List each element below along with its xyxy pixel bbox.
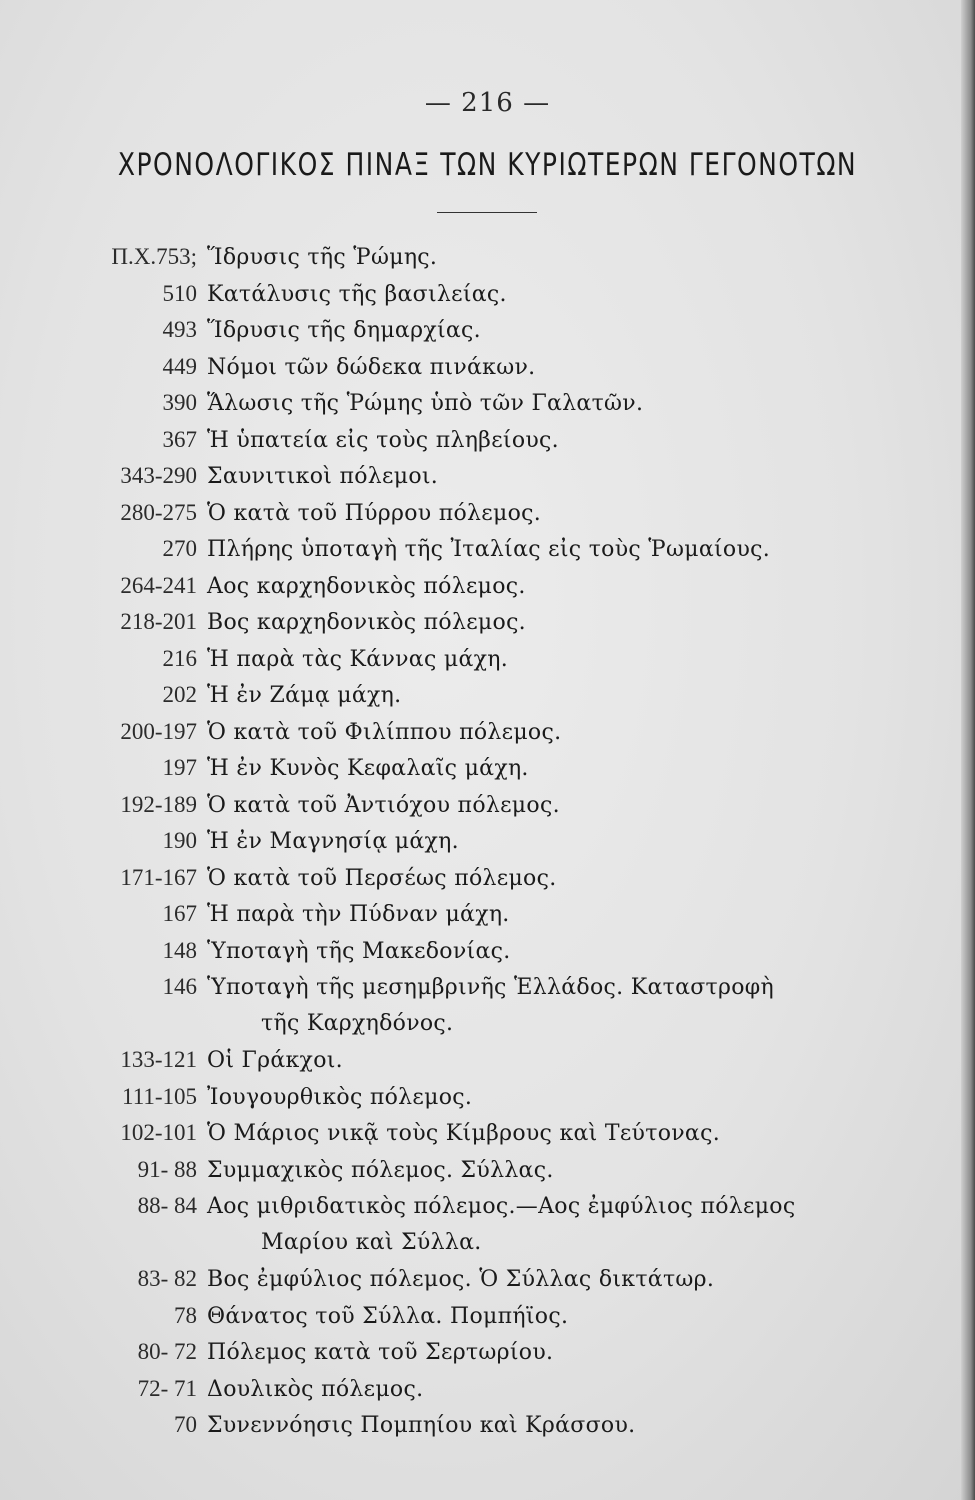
list-item bbox=[90, 536, 880, 573]
entry-text: Κατάλυσις τῆς βασιλείας. bbox=[207, 281, 507, 307]
list-item-continuation bbox=[90, 1011, 880, 1048]
list-item bbox=[90, 244, 880, 281]
list-item bbox=[90, 1339, 880, 1376]
entry-date: 72- 71 bbox=[137, 1375, 197, 1401]
entry-text: Δουλικὸς πόλεμος. bbox=[207, 1376, 424, 1402]
entry-date: Π.Χ.753; bbox=[111, 244, 197, 269]
entry-text: Πόλεμος κατὰ τοῦ Σερτωρίου. bbox=[207, 1340, 554, 1365]
list-item bbox=[90, 646, 880, 683]
entry-text: Νόμοι τῶν δώδεκα πινάκων. bbox=[207, 354, 536, 380]
entry-date: 133-121 bbox=[120, 1047, 197, 1072]
list-item bbox=[90, 500, 880, 537]
entry-text: τῆς Καρχηδόνος. bbox=[261, 1010, 454, 1036]
entry-date: 192-189 bbox=[120, 791, 197, 817]
entry-text: Αος καρχηδονικὸς πόλεμος. bbox=[207, 573, 526, 599]
entry-date: 148 bbox=[162, 937, 197, 963]
entry-date: 202 bbox=[162, 682, 197, 707]
list-item bbox=[90, 1084, 880, 1121]
entry-text: Ἡ ἐν Μαγνησίᾳ μάχη. bbox=[207, 829, 459, 854]
entry-date: 449 bbox=[162, 353, 197, 379]
list-item bbox=[90, 281, 880, 318]
page-number: — 216 — bbox=[424, 88, 551, 118]
list-item bbox=[90, 354, 880, 391]
entry-text: Ἡ ἐν Ζάμᾳ μάχη. bbox=[207, 683, 402, 708]
entry-date: 280-275 bbox=[120, 499, 197, 525]
entry-text: Ἡ παρὰ τὴν Πύδναν μάχη. bbox=[207, 902, 510, 927]
entry-date: 216 bbox=[162, 645, 197, 671]
entry-date: 264-241 bbox=[120, 572, 197, 598]
entry-text: Ὁ κατὰ τοῦ Περσέως πόλεμος. bbox=[207, 865, 557, 891]
list-item bbox=[90, 1047, 880, 1084]
entry-date: 270 bbox=[162, 536, 197, 561]
list-item bbox=[90, 682, 880, 719]
list-item bbox=[90, 792, 880, 829]
list-item bbox=[90, 974, 880, 1011]
entry-text: Ἵδρυσις τῆς δημαρχίας. bbox=[207, 318, 481, 343]
entry-date: 218-201 bbox=[120, 609, 197, 634]
list-item bbox=[90, 1193, 880, 1230]
chronology-list bbox=[90, 244, 880, 1449]
list-item bbox=[90, 865, 880, 902]
entry-date: 493 bbox=[162, 317, 197, 342]
entry-text: Βος καρχηδονικὸς πόλεμος. bbox=[207, 610, 526, 635]
entry-text: Ἵδρυσις τῆς Ῥώμης. bbox=[207, 245, 438, 270]
list-item bbox=[90, 1120, 880, 1157]
list-item bbox=[90, 390, 880, 427]
entry-date: 167 bbox=[162, 901, 197, 926]
entry-date: 91- 88 bbox=[137, 1156, 197, 1182]
entry-text: Ἅλωσις τῆς Ῥώμης ὑπὸ τῶν Γαλατῶν. bbox=[207, 391, 644, 416]
list-item bbox=[90, 1303, 880, 1340]
list-item bbox=[90, 828, 880, 865]
entry-text: Ὑποταγὴ τῆς μεσημβρινῆς Ἑλλάδος. Καταστροφὴ bbox=[207, 975, 774, 1000]
list-item bbox=[90, 1376, 880, 1413]
entry-date: 190 bbox=[162, 828, 197, 853]
list-item bbox=[90, 1157, 880, 1194]
list-item bbox=[90, 609, 880, 646]
list-item bbox=[90, 463, 880, 500]
entry-text: Θάνατος τοῦ Σύλλα. Πομπήϊος. bbox=[207, 1303, 569, 1329]
list-item bbox=[90, 427, 880, 464]
entry-date: 367 bbox=[162, 426, 197, 452]
entry-text: Βος ἐμφύλιος πόλεμος. Ὁ Σύλλας δικτάτωρ. bbox=[207, 1267, 715, 1292]
entry-text: Ὁ κατὰ τοῦ Πύρρου πόλεμος. bbox=[207, 500, 542, 526]
list-item bbox=[90, 901, 880, 938]
entry-text: Αος μιθριδατικὸς πόλεμος.—Αος ἐμφύλιος πόλεμος bbox=[207, 1194, 796, 1219]
page-edge-shadow bbox=[961, 0, 975, 1500]
entry-date: 111-105 bbox=[122, 1083, 197, 1109]
list-item bbox=[90, 719, 880, 756]
entry-text: Ὑποταγὴ τῆς Μακεδονίας. bbox=[207, 938, 511, 964]
entry-date: 200-197 bbox=[120, 718, 197, 744]
entry-text: Οἱ Γράκχοι. bbox=[207, 1048, 343, 1073]
entry-text: Πλήρης ὑποταγὴ τῆς Ἰταλίας εἰς τοὺς Ῥωμαίους. bbox=[207, 537, 771, 562]
list-item bbox=[90, 573, 880, 610]
entry-text: Ὁ Μάριος νικᾷ τοὺς Κίμβρους καὶ Τεύτονας. bbox=[207, 1121, 720, 1146]
entry-date: 171-167 bbox=[120, 864, 197, 890]
entry-date: 80- 72 bbox=[137, 1339, 197, 1364]
entry-text: Ὁ κατὰ τοῦ Ἀντιόχου πόλεμος. bbox=[207, 792, 560, 818]
entry-date: 343-290 bbox=[120, 463, 197, 488]
list-item bbox=[90, 938, 880, 975]
list-item-continuation bbox=[90, 1230, 880, 1267]
entry-text: Ὁ κατὰ τοῦ Φιλίππου πόλεμος. bbox=[207, 719, 562, 745]
page-title: ΧΡΟΝΟΛΟΓΙΚΟΣ ΠΙΝΑΞ ΤΩΝ ΚΥΡΙΩΤΕΡΩΝ ΓΕΓΟΝΟΤΩΝ bbox=[117, 146, 858, 183]
title-divider bbox=[437, 212, 537, 213]
entry-text: Ἡ ἐν Κυνὸς Κεφαλαῖς μάχη. bbox=[207, 756, 529, 781]
list-item bbox=[90, 1412, 880, 1449]
entry-text: Ἰουγουρθικὸς πόλεμος. bbox=[207, 1084, 473, 1110]
entry-text: Μαρίου καὶ Σύλλα. bbox=[261, 1229, 482, 1255]
entry-text: Συνεννόησις Πομπηίου καὶ Κράσσου. bbox=[207, 1413, 636, 1438]
entry-text: Σαυνιτικοὶ πόλεμοι. bbox=[207, 464, 439, 489]
entry-text: Συμμαχικὸς πόλεμος. Σύλλας. bbox=[207, 1157, 554, 1183]
entry-text: Ἡ παρὰ τὰς Κάννας μάχη. bbox=[207, 646, 509, 672]
entry-date: 70 bbox=[174, 1412, 197, 1437]
entry-date: 102-101 bbox=[120, 1120, 197, 1145]
entry-date: 197 bbox=[162, 755, 197, 780]
entry-text: Ἡ ὑπατεία εἰς τοὺς πληβείους. bbox=[207, 427, 559, 453]
entry-date: 83- 82 bbox=[137, 1266, 197, 1291]
entry-date: 390 bbox=[162, 390, 197, 415]
list-item bbox=[90, 1266, 880, 1303]
entry-date: 88- 84 bbox=[137, 1193, 197, 1218]
list-item bbox=[90, 755, 880, 792]
entry-date: 78 bbox=[174, 1302, 197, 1328]
list-item bbox=[90, 317, 880, 354]
entry-date: 510 bbox=[162, 280, 197, 306]
entry-date: 146 bbox=[162, 974, 197, 999]
